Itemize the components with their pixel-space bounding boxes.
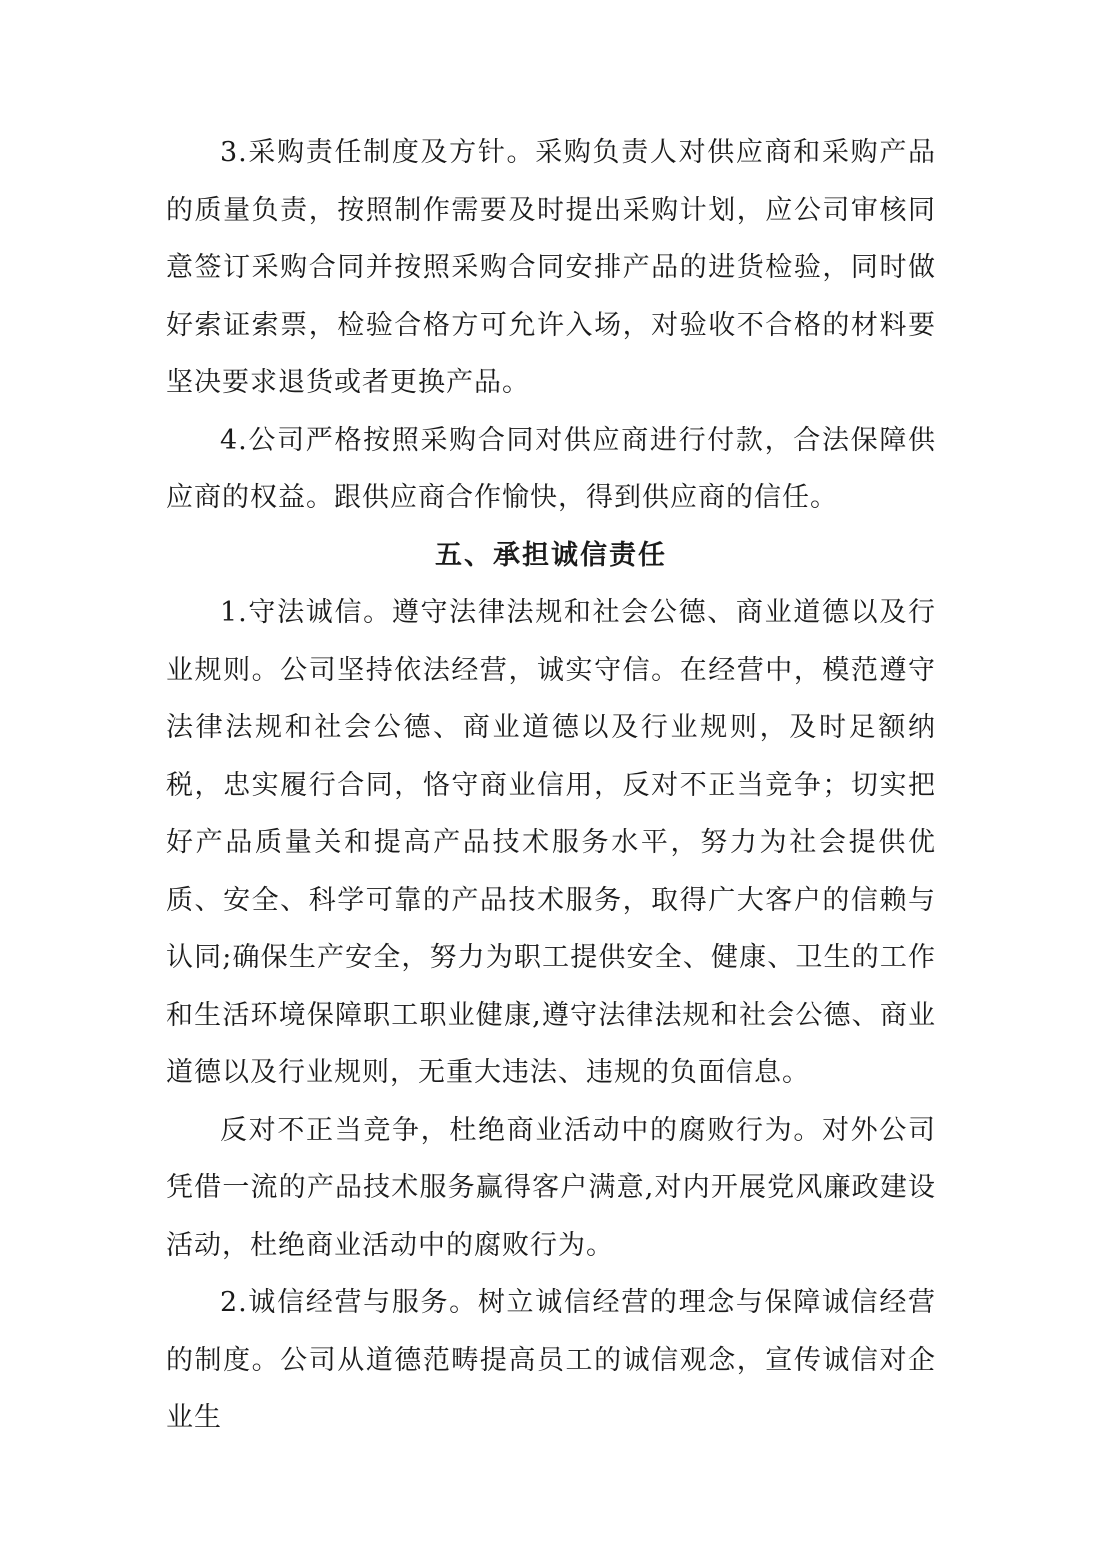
paragraph-supplier-payment: 4.公司严格按照采购合同对供应商进行付款，合法保障供应商的权益。跟供应商合作愉快，得到供应商的信任。 — [166, 424, 936, 513]
paragraph-law-integrity: 1.守法诚信。遵守法律法规和社会公德、商业道德以及行业规则。公司坚持依法经营，诚实守信。在经营中，模范遵守法律法规和社会公德、商业道德以及行业规则，及时足额纳税，忠实履行合同，恪守商业信用，反对不正当竞争；切实把好产品质量关和提高产品技术服务水平，努力为社会提供优质、安全、科学可靠的产品技术服务，取得广大客户的信赖与认同;确保生产安全，努力为职工提供安全、健康、卫生的工作和生活环境保障职工职业健康,遵守法律法规和社会公德、商业道德以及行业规则，无重大违法、违规的负面信息。 — [166, 597, 936, 1088]
section-heading: 五、承担诚信责任 — [435, 539, 667, 571]
paragraph-procurement-responsibility: 3.采购责任制度及方针。采购负责人对供应商和采购产品的质量负责，按照制作需要及时提出采购计划，应公司审核同意签订采购合同并按照采购合同安排产品的进货检验，同时做好索证索票，检验合格方可允许入场，对验收不合格的材料要坚决要求退货或者更换产品。 — [166, 137, 936, 398]
paragraph-integrity-operation: 2.诚信经营与服务。树立诚信经营的理念与保障诚信经营的制度。公司从道德范畴提高员工的诚信观念，宣传诚信对企业生 — [166, 1287, 936, 1433]
document-page — [166, 124, 936, 1447]
paragraph-anti-unfair-competition: 反对不正当竞争，杜绝商业活动中的腐败行为。对外公司凭借一流的产品技术服务赢得客户满意,对内开展党风廉政建设活动，杜绝商业活动中的腐败行为。 — [166, 1114, 936, 1261]
